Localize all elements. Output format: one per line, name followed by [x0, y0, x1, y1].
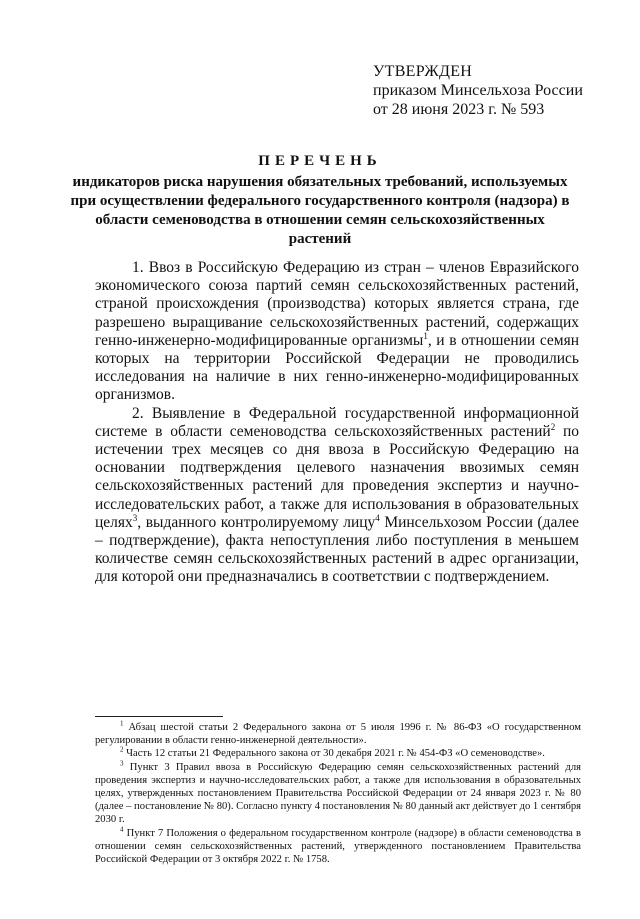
footnote-text: Пункт 3 Правил ввоза в Российскую Федерацию семян сельскохозяйственных растений для проведения экспертиз и научно-исследовательских работ, а также для использования в образовательных целях, утвержденных постановлением Правительства Российской Федерации от 24 января 2023 г. № 80 (далее – постановление № 80). Согласно пункту 4 постановления № 80 данный акт действует до 1 сентября 2030 г. — [95, 761, 581, 826]
footnote-number: 4 — [120, 825, 124, 834]
footnote-number: 2 — [120, 745, 124, 754]
footnote-text: Часть 12 статьи 21 Федерального закона от 30 декабря 2021 г. № 454-ФЗ «О семеноводстве». — [123, 748, 545, 760]
footnote-ref-3: 3 — [132, 512, 138, 523]
approval-stamp — [373, 62, 623, 119]
footnote-ref-1: 1 — [423, 330, 428, 341]
approval-order: приказом Минсельхоза России — [373, 82, 583, 99]
paragraph-2 — [95, 405, 579, 587]
footnotes — [95, 721, 581, 866]
footnote-ref-4: 4 — [375, 512, 380, 523]
approval-heading: УТВЕРЖДЕН — [373, 63, 473, 80]
footnote-separator — [95, 716, 223, 717]
footnote-number: 3 — [120, 759, 124, 768]
footnote-ref-2: 2 — [550, 421, 556, 432]
title-main: ПЕРЕЧЕНЬ — [258, 153, 382, 169]
paragraph-2-text-a: 2. Выявление в Федеральной государственной информационной системе в области семеноводства сельскохозяйственных растений — [95, 404, 579, 440]
footnote-4 — [95, 827, 581, 867]
paragraph-2-text-c: , выданного контролируемому лицу — [137, 513, 376, 531]
paragraph-2-text-d: Минсельхозом России (далее – подтверждение), факта непоступления либо поступления в меньшем количестве семян сельскохозяйственных растений в адрес организации, для которой они предназначались в соответствии с подтверждением. — [95, 513, 579, 586]
footnote-text: Пункт 7 Положения о федеральном государственном контроле (надзоре) в области семеноводства в отношении семян сельскохозяйственных растений, утвержденного постановлением Правительства Российской Федерации от 3 октября 2022 г. № 1758. — [95, 827, 581, 866]
approval-date: от 28 июня 2023 г. № 593 — [373, 101, 545, 118]
footnote-3 — [95, 761, 581, 827]
paragraph-1 — [95, 259, 579, 405]
footnote-number: 1 — [120, 719, 124, 728]
footnote-2 — [95, 747, 581, 760]
paragraph-1-text-a: 1. Ввоз в Российскую Федерацию из стран – членов Евразийского экономического союза партий семян сельскохозяйственных растений, страной происхождения (производства) которых является страна, где разрешено выращивание сельскохозяйственных растений, содержащих генно-инженерно-модифицированные организмы — [95, 259, 579, 349]
document-body — [95, 259, 579, 587]
paragraph-2-text-b: по истечении трех месяцев со дня ввоза в Российскую Федерацию на основании подтверждения целевого назначения ввозимых семян сельскохозяйственных растений для проведения экспертиз и научно-исследовательских работ, а также для использования в образовательных целях — [95, 422, 579, 531]
footnote-text: Абзац шестой статьи 2 Федерального закона от 5 июля 1996 г. № 86-ФЗ «О государственном регулировании в области генно-инженерной деятельности». — [95, 722, 581, 747]
footnote-1 — [95, 721, 581, 747]
title-subtitle: индикаторов риска нарушения обязательных требований, используемых при осуществлении федерального государственного контроля (надзора) в области семеноводства в отношении семян сельскохозяйственных растений — [70, 174, 570, 247]
paragraph-1-text-b: , и в отношении семян которых на территории Российской Федерации не проводились исследования на наличие в них генно-инженерно-модифицированных организмов. — [95, 331, 579, 404]
document-title — [70, 152, 570, 249]
